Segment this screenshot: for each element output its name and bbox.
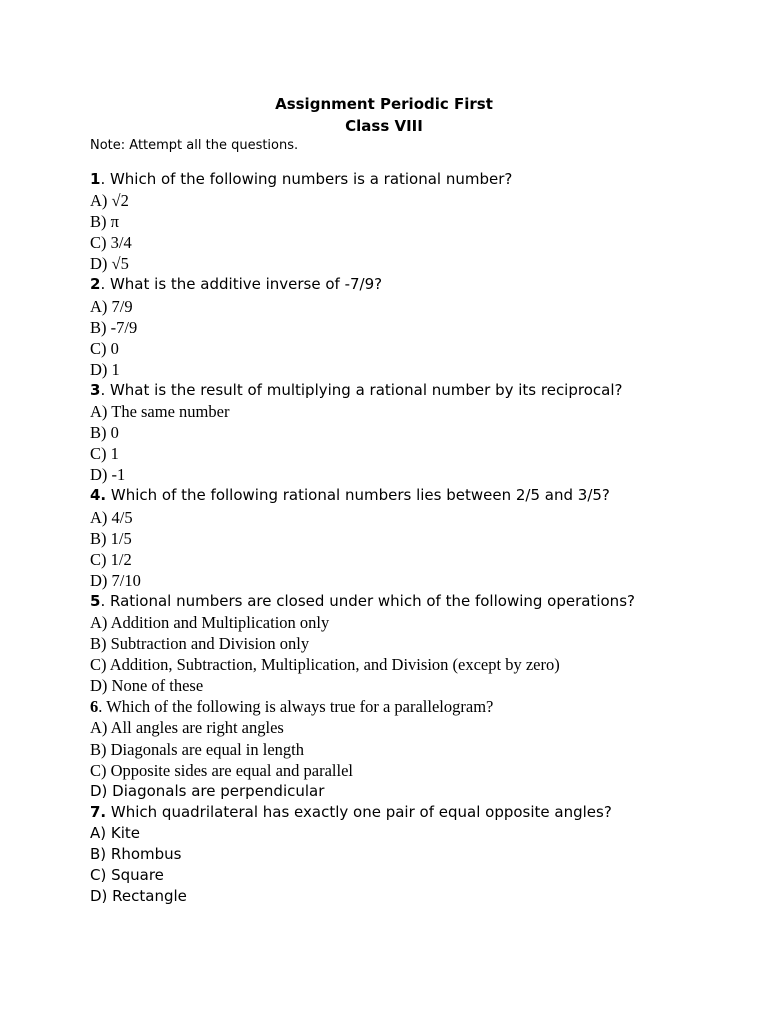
option-2a: A) 7/9: [90, 296, 133, 316]
question-number: 4.: [90, 486, 107, 505]
instruction-note: Note: Attempt all the questions.: [90, 138, 299, 153]
option-7a: A) Kite: [90, 823, 140, 842]
question-text: . Rational numbers are closed under which of the following operations?: [100, 591, 635, 610]
question-number: 6: [90, 697, 99, 717]
option-7c: C) Square: [90, 866, 164, 885]
option-7d: D) Rectangle: [90, 887, 187, 906]
option-3a: A) The same number: [90, 402, 230, 422]
option-4b: B) 1/5: [90, 528, 132, 548]
question-text: . Which of the following numbers is a rational number?: [100, 170, 513, 188]
option-6d: D) Diagonals are perpendicular: [90, 781, 325, 800]
question-7: [90, 802, 730, 823]
option-1b: B) π: [90, 212, 119, 232]
option-6c: C) Opposite sides are equal and parallel: [90, 760, 353, 780]
question-text: . Which of the following is always true for a parallelogram?: [98, 697, 494, 717]
question-5: [90, 591, 730, 612]
option-1d: D) √5: [90, 254, 129, 274]
question-text: . What is the additive inverse of -7/9?: [100, 275, 383, 294]
option-6a: A) All angles are right angles: [90, 718, 284, 738]
question-text: Which of the following rational numbers lies between 2/5 and 3/5?: [106, 486, 610, 505]
option-1c: C) 3/4: [90, 233, 132, 253]
question-2: [90, 274, 730, 295]
document-title: Assignment Periodic First: [275, 95, 493, 113]
option-5c: C) Addition, Subtraction, Multiplication, and Division (except by zero): [90, 655, 560, 675]
question-number: 7.: [90, 802, 107, 821]
question-number: 2: [90, 275, 101, 294]
option-2c: C) 0: [90, 338, 119, 358]
question-1: [90, 169, 730, 190]
question-text: Which quadrilateral has exactly one pair of equal opposite angles?: [106, 802, 612, 821]
option-2b: B) -7/9: [90, 317, 138, 337]
option-3d: D) -1: [90, 465, 126, 485]
option-5b: B) Subtraction and Division only: [90, 634, 310, 654]
option-4c: C) 1/2: [90, 549, 132, 569]
question-number: 5: [90, 591, 101, 610]
option-4d: D) 7/10: [90, 570, 141, 590]
option-2d: D) 1: [90, 359, 120, 379]
option-7b: B) Rhombus: [90, 845, 182, 863]
question-text: . What is the result of multiplying a rational number by its reciprocal?: [100, 380, 623, 399]
question-number: 3: [90, 380, 101, 399]
option-3b: B) 0: [90, 423, 119, 443]
option-4a: A) 4/5: [90, 507, 133, 527]
document-subtitle: Class VIII: [345, 117, 423, 135]
question-list: [90, 169, 730, 907]
option-1a: A) √2: [90, 191, 129, 211]
question-4: [90, 485, 730, 506]
question-6: [90, 696, 730, 717]
option-3c: C) 1: [90, 444, 119, 464]
question-number: 1: [90, 170, 101, 188]
question-3: [90, 380, 730, 401]
option-5a: A) Addition and Multiplication only: [90, 612, 330, 632]
option-5d: D) None of these: [90, 676, 204, 696]
option-6b: B) Diagonals are equal in length: [90, 739, 304, 759]
